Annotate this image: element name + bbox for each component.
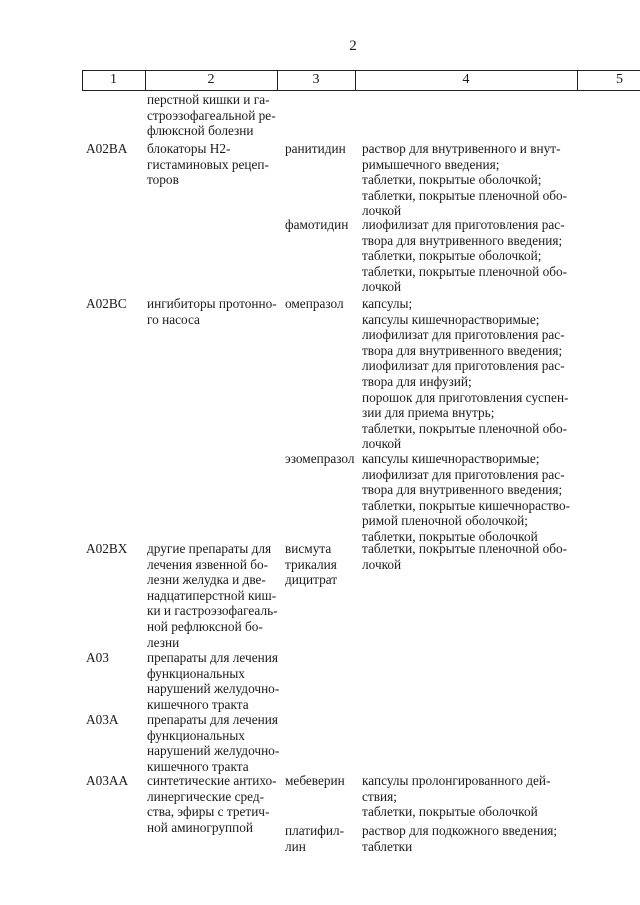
dosage-forms: капсулы кишечнорастворимые; лиофилизат для приготовления рас- твора для внутривенного введения; таблетки, покрытые кишечнораство- римой пленочной оболочкой; таблетки, покрытые оболочкой xyxy=(362,451,571,544)
drug-name: мебеверин xyxy=(285,773,345,788)
dosage-forms: капсулы пролонгированного дей- ствия; таблетки, покрытые оболочкой xyxy=(362,773,551,820)
dosage-forms: капсулы; капсулы кишечнорастворимые; лиофилизат для приготовления рас- твора для внутривенного введения; лиофилизат для приготовления рас- твора для инфузий; порошок для приготовления суспен- зии для приема внутрь; таблетки, покрытые пленочной обо- лочкой xyxy=(362,296,569,452)
group-name: другие препараты для лечения язвенной бо- лезни желудка и две- надцатиперстной киш- ки и гастроэзофагеаль- ной рефлюксной бо- лезни xyxy=(147,541,278,650)
drug-name: эзомепразол xyxy=(285,451,355,466)
drug-name: фамотидин xyxy=(285,217,349,232)
dosage-forms: раствор для внутривенного и внут- римышечного введения; таблетки, покрытые оболочкой; таблетки, покрытые пленочной обо- лочкой xyxy=(362,141,568,219)
atc-code: A03AA xyxy=(86,773,129,788)
group-name: перстной кишки и га- строэзофагеальной ре- флюксной болезни xyxy=(147,92,276,139)
page-number: 2 xyxy=(349,38,357,54)
header-col-1: 1 xyxy=(110,72,117,87)
atc-code: A02BC xyxy=(86,296,127,311)
header-col-4: 4 xyxy=(462,72,470,87)
group-name: синтетические антихо- линергические сред- ства, эфиры с третич- ной аминогруппой xyxy=(147,773,277,835)
drug-name: ранитидин xyxy=(285,141,346,156)
table-header xyxy=(82,70,640,91)
group-name: блокаторы Н2- гистаминовых рецеп- торов xyxy=(147,141,269,188)
drug-name: платифил- лин xyxy=(285,823,345,854)
dosage-forms: раствор для подкожного введения; таблетки xyxy=(362,823,558,854)
atc-code: A02BA xyxy=(86,141,128,156)
atc-code: A03A xyxy=(86,712,119,727)
atc-code: A03 xyxy=(86,650,109,665)
header-col-5: 5 xyxy=(616,72,623,87)
drug-name: висмута трикалия дицитрат xyxy=(285,541,338,588)
header-col-2: 2 xyxy=(207,72,215,87)
dosage-forms: таблетки, покрытые пленочной обо- лочкой xyxy=(362,541,568,572)
drug-name: омепразол xyxy=(285,296,344,311)
group-name: препараты для лечения функциональных нарушений желудочно- кишечного тракта xyxy=(147,650,280,712)
group-name: ингибиторы протонно- го насоса xyxy=(147,296,277,327)
group-name: препараты для лечения функциональных нарушений желудочно- кишечного тракта xyxy=(147,712,280,774)
dosage-forms: лиофилизат для приготовления рас- твора для внутривенного введения; таблетки, покрытые оболочкой; таблетки, покрытые пленочной обо- лочкой xyxy=(362,217,568,295)
atc-code: A02BX xyxy=(86,541,128,556)
header-col-3: 3 xyxy=(312,72,320,87)
